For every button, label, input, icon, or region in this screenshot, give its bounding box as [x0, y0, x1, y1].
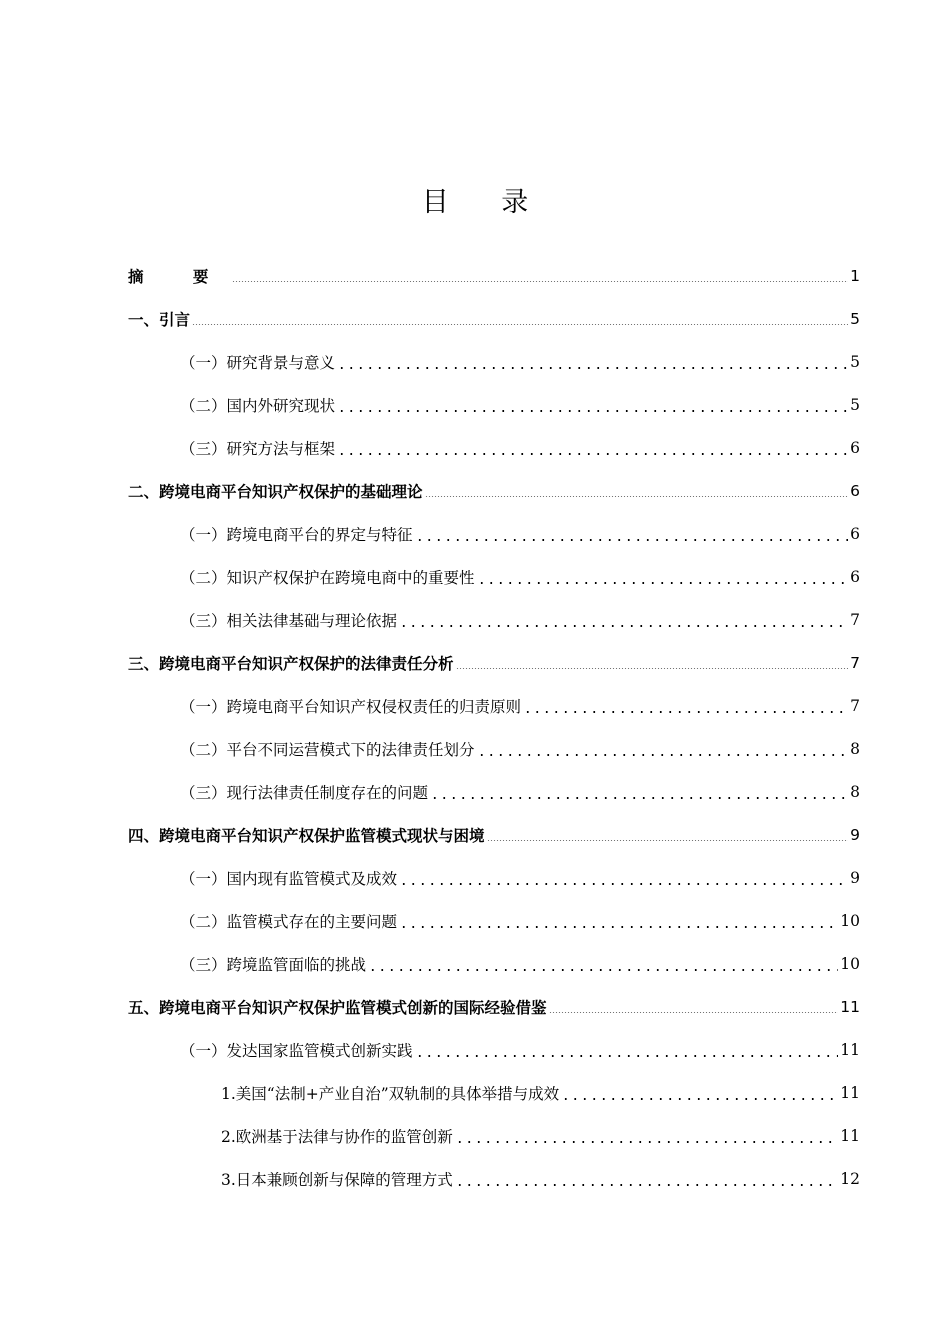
dot-leader: [549, 1012, 839, 1013]
toc-entry-item[interactable]: [128, 1114, 860, 1157]
toc-page-number: 10: [840, 954, 860, 973]
toc-page-number: 7: [850, 696, 860, 715]
dot-leader: [455, 1184, 838, 1186]
toc-entry-subsection[interactable]: [128, 598, 860, 641]
toc-entry-subsection[interactable]: [128, 770, 860, 813]
toc-entry-section-4[interactable]: [128, 813, 860, 856]
toc-page-number: 11: [840, 1126, 860, 1145]
toc-entry-label: （三）现行法律责任制度存在的问题: [180, 783, 429, 802]
toc-entry-section-3[interactable]: [128, 641, 860, 684]
toc-entry-label: （一）跨境电商平台知识产权侵权责任的归责原则: [180, 697, 522, 716]
toc-entry-label: （三）相关法律基础与理论依据: [180, 611, 398, 630]
dot-leader: [192, 324, 848, 325]
toc-entry-label: 二、跨境电商平台知识产权保护的基础理论: [128, 482, 423, 501]
dot-leader: [337, 410, 848, 412]
toc-entry-section-1[interactable]: [128, 297, 860, 340]
toc-entry-label: （二）监管模式存在的主要问题: [180, 912, 398, 931]
toc-page-number: 8: [850, 739, 860, 758]
toc-entry-label: 四、跨境电商平台知识产权保护监管模式现状与困境: [128, 826, 485, 845]
toc-entry-label: （二）平台不同运营模式下的法律责任划分: [180, 740, 475, 759]
toc-entry-label: 摘 要: [128, 267, 231, 286]
toc-entry-label: （三）研究方法与框架: [180, 439, 336, 458]
dot-leader: [425, 496, 849, 497]
toc-entry-subsection[interactable]: [128, 426, 860, 469]
toc-page-number: 12: [840, 1169, 860, 1188]
toc-entry-subsection[interactable]: [128, 340, 860, 383]
dot-leader: [399, 625, 848, 627]
toc-entry-subsection[interactable]: [128, 942, 860, 985]
toc-entry-label: 1.美国“法制+产业自治”双轨制的具体举措与成效: [221, 1084, 560, 1103]
dot-leader: [399, 926, 838, 928]
toc-page-number: 6: [850, 481, 860, 500]
toc-page-number: 11: [840, 1083, 860, 1102]
toc-entry-section-5[interactable]: [128, 985, 860, 1028]
dot-leader: [337, 453, 848, 455]
toc-entry-label: 一、引言: [128, 310, 191, 329]
toc-page-number: 9: [850, 825, 860, 844]
toc-entry-subsection[interactable]: [128, 856, 860, 899]
table-of-contents: [128, 254, 860, 1200]
toc-entry-label: （一）发达国家监管模式创新实践: [180, 1041, 413, 1060]
dot-leader: [523, 711, 848, 713]
toc-entry-subsection[interactable]: [128, 555, 860, 598]
dot-leader: [561, 1098, 838, 1100]
dot-leader: [455, 1141, 838, 1143]
toc-entry-subsection[interactable]: [128, 512, 860, 555]
toc-page-number: 10: [840, 911, 860, 930]
dot-leader: [477, 754, 849, 756]
toc-entry-label: 3.日本兼顾创新与保障的管理方式: [221, 1170, 453, 1189]
dot-leader: [232, 281, 848, 282]
toc-entry-subsection[interactable]: [128, 1028, 860, 1071]
toc-entry-label: （一）国内现有监管模式及成效: [180, 869, 398, 888]
toc-entry-section-2[interactable]: [128, 469, 860, 512]
page-title: 目 录: [421, 187, 551, 218]
toc-entry-subsection[interactable]: [128, 684, 860, 727]
toc-page-number: 5: [850, 309, 860, 328]
dot-leader: [368, 969, 838, 971]
toc-entry-item[interactable]: [128, 1071, 860, 1114]
dot-leader: [477, 582, 849, 584]
toc-entry-subsection[interactable]: [128, 899, 860, 942]
toc-page-number: 1: [850, 266, 860, 285]
toc-entry-subsection[interactable]: [128, 383, 860, 426]
dot-leader: [456, 668, 849, 669]
dot-leader: [430, 797, 848, 799]
toc-page-number: 6: [850, 438, 860, 457]
toc-entry-label: （三）跨境监管面临的挑战: [180, 955, 367, 974]
toc-page-number: 7: [850, 610, 860, 629]
dot-leader: [415, 539, 849, 541]
toc-page-number: 11: [840, 997, 860, 1016]
dot-leader: [399, 883, 848, 885]
toc-page-number: 6: [850, 567, 860, 586]
dot-leader: [487, 840, 849, 841]
toc-page-number: 11: [840, 1040, 860, 1059]
toc-page-number: 7: [850, 653, 860, 672]
toc-entry-label: （二）国内外研究现状: [180, 396, 336, 415]
toc-entry-label: 五、跨境电商平台知识产权保护监管模式创新的国际经验借鉴: [128, 998, 547, 1017]
toc-page-number: 8: [850, 782, 860, 801]
dot-leader: [337, 367, 848, 369]
toc-entry-label: （一）研究背景与意义: [180, 353, 336, 372]
toc-entry-item[interactable]: [128, 1157, 860, 1200]
toc-page-number: 6: [850, 524, 860, 543]
toc-entry-subsection[interactable]: [128, 727, 860, 770]
toc-entry-label: （二）知识产权保护在跨境电商中的重要性: [180, 568, 475, 587]
toc-page-number: 5: [850, 352, 860, 371]
toc-entry-label: （一）跨境电商平台的界定与特征: [180, 525, 413, 544]
toc-page-number: 9: [850, 868, 860, 887]
toc-entry-label: 2.欧洲基于法律与协作的监管创新: [221, 1127, 453, 1146]
toc-entry-abstract[interactable]: [128, 254, 860, 297]
dot-leader: [415, 1055, 839, 1057]
toc-entry-label: 三、跨境电商平台知识产权保护的法律责任分析: [128, 654, 454, 673]
toc-page-number: 5: [850, 395, 860, 414]
